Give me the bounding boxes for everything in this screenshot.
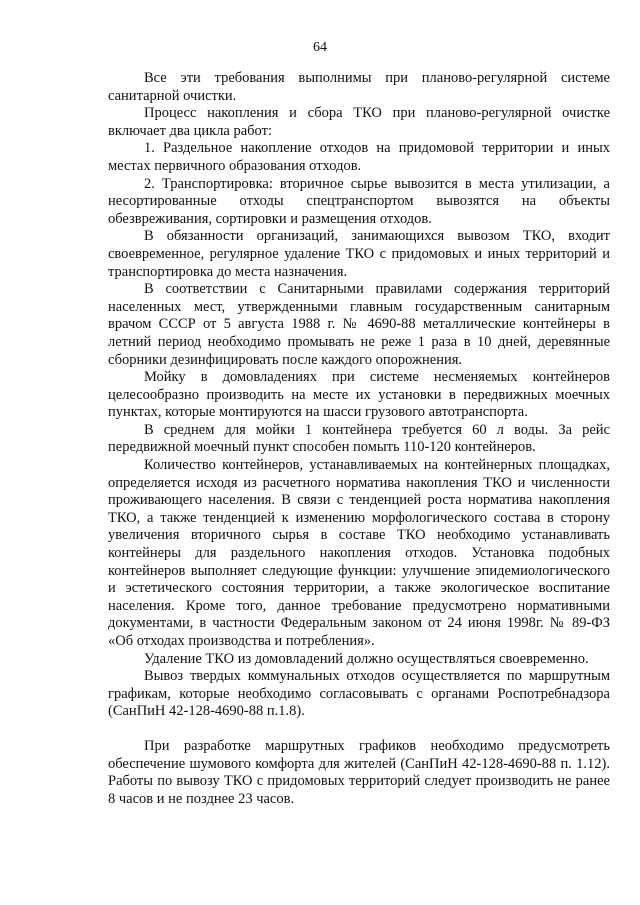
paragraph: В обязанности организаций, занимающихся вывозом ТКО, входит своевременное, регулярное удаление ТКО с придомовых и иных территорий и транспортировка до места назначения.: [108, 228, 610, 280]
list-item: 2. Транспортировка: вторичное сырье вывозится в места утилизации, а несортированные отходы спецтранспортом вывозятся на объекты обезвреживания, сортировки и размещения отходов.: [108, 175, 610, 227]
paragraph: Процесс накопления и сбора ТКО при планово-регулярной очистке включает два цикла работ:: [108, 105, 610, 139]
list-item: 1. Раздельное накопление отходов на придомовой территории и иных местах первичного образования отходов.: [108, 140, 610, 174]
page-number: 64: [313, 40, 327, 55]
paragraph: При разработке маршрутных графиков необходимо предусмотреть обеспечение шумового комфорта для жителей (СанПиН 42-128-4690-88 п. 1.12). Работы по вывозу ТКО с придомовых территорий следует производить не ранее 8 часов и не позднее 23 часов.: [108, 737, 610, 807]
paragraph: Вывоз твердых коммунальных отходов осуществляется по маршрутным графикам, которые необходимо согласовывать с органами Роспотребнадзора (СанПиН 42-128-4690-88 п.1.8).: [108, 668, 610, 720]
paragraph: В среднем для мойки 1 контейнера требуется 60 л воды. За рейс передвижной моечный пункт способен помыть 110-120 контейнеров.: [108, 421, 610, 456]
paragraph: В соответствии с Санитарными правилами содержания территорий населенных мест, утвержденными главным государственным санитарным врачом СССР от 5 августа 1988 г. № 4690-88 металлические контейнеры в летний период необходимо промывать не реже 1 раза в 10 дней, деревянные сборники дезинфицировать после каждого опорожнения.: [108, 281, 610, 368]
paragraph: Мойку в домовладениях при системе несменяемых контейнеров целесообразно производить на месте их установки в передвижных моечных пунктах, которые монтируются на шасси грузового автотранспорта.: [108, 369, 610, 421]
document-body: [108, 70, 610, 808]
paragraph: Количество контейнеров, устанавливаемых на контейнерных площадках, определяется исходя из расчетного норматива накопления ТКО и численности проживающего населения. В связи с тенденцией роста норматива накопления ТКО, а также тенденцией к изменению морфологического состава в сторону увеличения вторичного сырья в составе ТКО необходимо устанавливать контейнеры для раздельного накопления отходов. Установка подобных контейнеров выполняет следующие функции: улучшение эпидемиологического и эстетического состояния территории, а также экологическое воспитание населения. Кроме того, данное требование предусмотрено нормативными документами, в частности Федеральным законом от 24 июня 1998г. № 89-ФЗ «Об отходах производства и потребления».: [108, 457, 610, 649]
paragraph: Все эти требования выполнимы при планово-регулярной системе санитарной очистки.: [108, 70, 610, 104]
paragraph: Удаление ТКО из домовладений должно осуществляться своевременно.: [144, 650, 589, 667]
